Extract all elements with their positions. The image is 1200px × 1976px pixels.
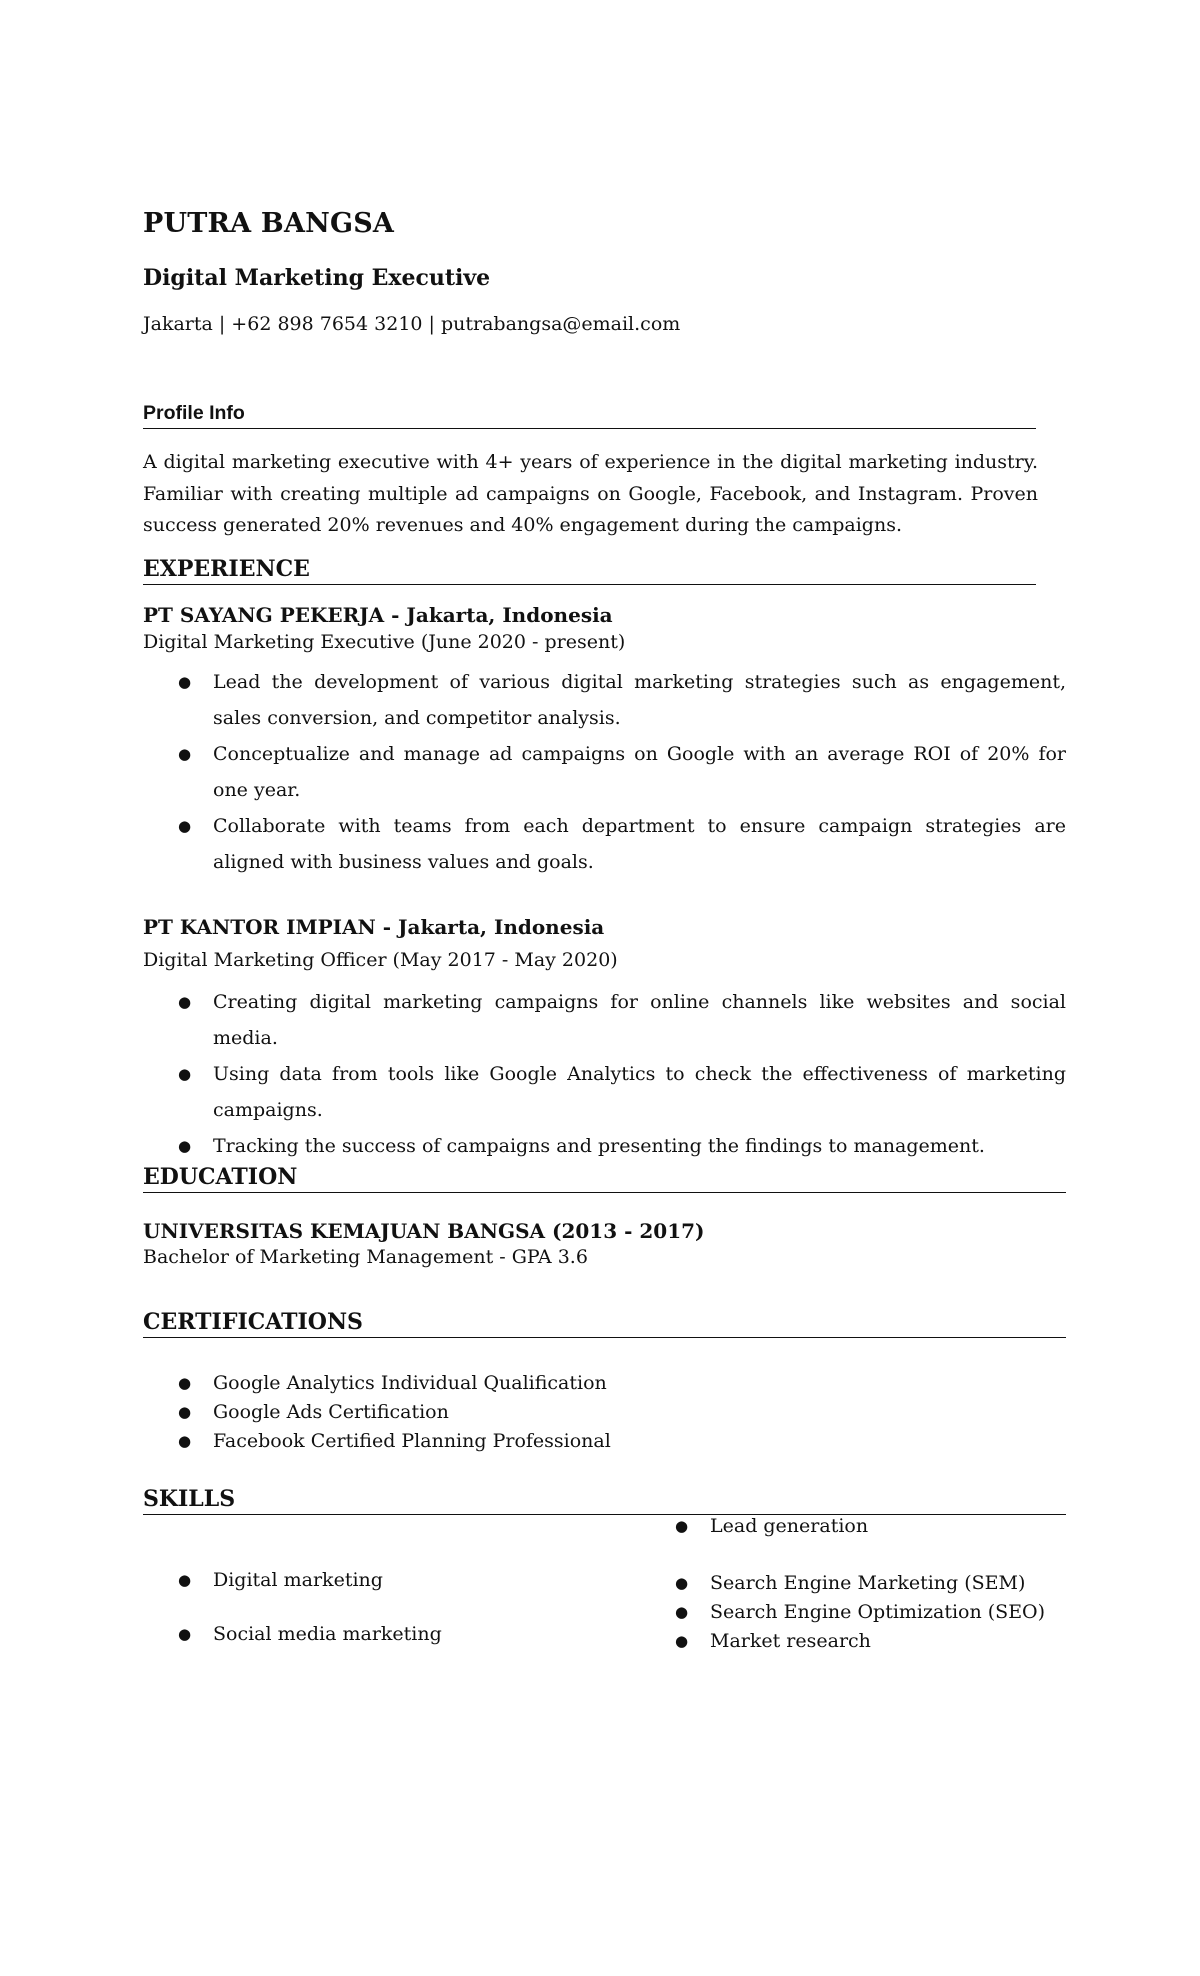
list-item: ● Search Engine Marketing (SEM) [640,1569,1100,1598]
bullet-icon: ● [178,1065,192,1083]
contact-line: Jakarta | +62 898 7654 3210 | putrabangsa@email.com [143,313,681,335]
list-item: ● Creating digital marketing campaigns for online channels like websites and social media. [143,984,1066,1056]
skills-list-right [640,1512,1100,1656]
job-employer: PT KANTOR IMPIAN - Jakarta, Indonesia [143,915,605,939]
bullet-icon: ● [178,1625,192,1643]
certifications-divider [143,1337,1066,1338]
bullet-icon: ● [675,1517,689,1535]
certifications-heading: CERTIFICATIONS [143,1309,363,1335]
job-role: Digital Marketing Officer (May 2017 - May 2020) [143,949,618,971]
profile-heading: Profile Info [143,402,245,424]
experience-heading: EXPERIENCE [143,556,310,582]
list-item: ● Lead the development of various digital marketing strategies such as engagement, sales conversion, and competitor analysis. [143,664,1066,736]
bullet-icon: ● [178,673,192,691]
list-item: ● Lead generation [640,1512,1100,1541]
bullet-icon: ● [178,1137,192,1155]
skills-list-left [143,1566,563,1649]
list-item: ● Search Engine Optimization (SEO) [640,1598,1100,1627]
list-item: ● Digital marketing [143,1566,563,1595]
list-item: ● Market research [640,1627,1100,1656]
education-heading: EDUCATION [143,1164,298,1190]
job-role: Digital Marketing Executive (June 2020 - present) [143,631,626,653]
bullet-icon: ● [178,1571,192,1589]
list-item: ● Conceptualize and manage ad campaigns on Google with an average ROI of 20% for one year. [143,736,1066,808]
profile-divider [143,428,1036,429]
list-item: ● Tracking the success of campaigns and presenting the findings to management. [143,1128,1066,1164]
education-divider [143,1192,1066,1193]
job-employer: PT SAYANG PEKERJA - Jakarta, Indonesia [143,603,613,627]
skills-heading: SKILLS [143,1486,236,1512]
list-item: ● Facebook Certified Planning Professional [143,1427,943,1456]
job-bullets [143,664,1066,880]
bullet-icon: ● [178,993,192,1011]
degree-line: Bachelor of Marketing Management - GPA 3.6 [143,1246,588,1268]
certifications-list [143,1369,943,1456]
bullet-icon: ● [178,1432,192,1450]
experience-divider [143,584,1036,585]
list-item: ● Google Ads Certification [143,1398,943,1427]
bullet-icon: ● [675,1574,689,1592]
candidate-title: Digital Marketing Executive [143,265,491,291]
bullet-icon: ● [178,817,192,835]
school-name: UNIVERSITAS KEMAJUAN BANGSA (2013 - 2017) [143,1219,705,1243]
list-item: ● Google Analytics Individual Qualification [143,1369,943,1398]
candidate-name: PUTRA BANGSA [143,208,395,239]
job-bullets [143,984,1066,1164]
bullet-icon: ● [178,1374,192,1392]
list-item: ● Collaborate with teams from each department to ensure campaign strategies are aligned with business values and goals. [143,808,1066,880]
bullet-icon: ● [675,1603,689,1621]
bullet-icon: ● [178,745,192,763]
profile-text: A digital marketing executive with 4+ years of experience in the digital marketing industry. Familiar with creating multiple ad campaigns on Google, Facebook, and Instagram. Proven success generated 20% revenues and 40% engagement during the campaigns. [143,451,1038,536]
list-item: ● Social media marketing [143,1620,563,1649]
bullet-icon: ● [178,1403,192,1421]
list-item: ● Using data from tools like Google Analytics to check the effectiveness of marketing campaigns. [143,1056,1066,1128]
bullet-icon: ● [675,1632,689,1650]
